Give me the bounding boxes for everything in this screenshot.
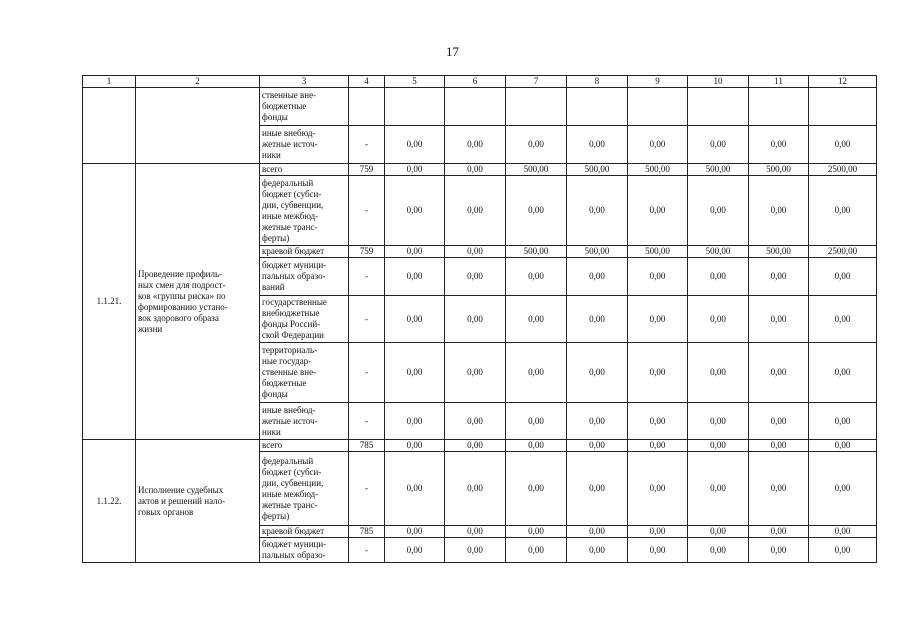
amount-cell: 0,00 [628, 403, 688, 440]
item-code-cell [83, 88, 136, 164]
amount-cell [445, 88, 506, 126]
amount-cell: 0,00 [628, 258, 688, 296]
amount-cell: 500,00 [749, 246, 809, 258]
table-header-row [83, 76, 877, 88]
amount-cell: 0,00 [445, 258, 506, 296]
code-cell [349, 88, 385, 126]
amount-cell: 500,00 [628, 246, 688, 258]
header-cell: 7 [506, 76, 567, 88]
header-cell: 5 [385, 76, 445, 88]
amount-cell: 0,00 [749, 403, 809, 440]
funding-source-cell: федеральный бюджет (субси- дии, субвенции, иные межбюд- жетные транс- ферты) [260, 176, 349, 246]
amount-cell: 0,00 [445, 126, 506, 164]
code-cell: - [349, 403, 385, 440]
amount-cell: 0,00 [809, 526, 877, 538]
amount-cell: 0,00 [628, 452, 688, 526]
funding-source-cell: территориаль- ные государ- ственные вне- бюджетные фонды [260, 343, 349, 403]
page-number: 17 [446, 44, 459, 59]
amount-cell: 0,00 [809, 403, 877, 440]
funding-source-cell: бюджет муници- пальных образо- ваний [260, 258, 349, 296]
item-code-cell: 1.1.21. [83, 164, 136, 440]
amount-cell: 0,00 [567, 538, 628, 563]
amount-cell: 0,00 [628, 343, 688, 403]
amount-cell: 0,00 [567, 452, 628, 526]
amount-cell: 0,00 [749, 296, 809, 343]
amount-cell: 0,00 [385, 296, 445, 343]
amount-cell: 0,00 [506, 126, 567, 164]
amount-cell: 0,00 [749, 176, 809, 246]
header-cell: 6 [445, 76, 506, 88]
amount-cell: 0,00 [445, 176, 506, 246]
header-cell: 4 [349, 76, 385, 88]
funding-source-cell: всего [260, 164, 349, 176]
amount-cell: 0,00 [688, 343, 749, 403]
amount-cell: 0,00 [506, 296, 567, 343]
amount-cell [809, 88, 877, 126]
amount-cell: 0,00 [385, 258, 445, 296]
amount-cell: 0,00 [506, 526, 567, 538]
funding-source-cell: ственные вне- бюджетные фонды [260, 88, 349, 126]
amount-cell: 2500,00 [809, 246, 877, 258]
amount-cell: 0,00 [688, 126, 749, 164]
amount-cell: 0,00 [506, 440, 567, 452]
code-cell: - [349, 538, 385, 563]
amount-cell: 0,00 [506, 258, 567, 296]
amount-cell: 0,00 [385, 538, 445, 563]
amount-cell: 0,00 [385, 126, 445, 164]
amount-cell: 0,00 [506, 452, 567, 526]
amount-cell: 0,00 [506, 538, 567, 563]
amount-cell: 0,00 [445, 296, 506, 343]
amount-cell: 0,00 [749, 452, 809, 526]
amount-cell [385, 88, 445, 126]
code-cell: 785 [349, 526, 385, 538]
amount-cell: 0,00 [445, 403, 506, 440]
budget-table [82, 75, 877, 563]
funding-source-cell: краевой бюджет [260, 526, 349, 538]
amount-cell [506, 88, 567, 126]
table-row [83, 440, 877, 452]
amount-cell: 0,00 [688, 538, 749, 563]
amount-cell: 0,00 [688, 526, 749, 538]
funding-source-cell: всего [260, 440, 349, 452]
code-cell: - [349, 126, 385, 164]
amount-cell: 0,00 [506, 403, 567, 440]
amount-cell: 0,00 [749, 258, 809, 296]
amount-cell: 500,00 [628, 164, 688, 176]
amount-cell: 0,00 [567, 126, 628, 164]
amount-cell: 0,00 [628, 126, 688, 164]
amount-cell: 0,00 [688, 176, 749, 246]
header-cell: 1 [83, 76, 136, 88]
header-cell: 9 [628, 76, 688, 88]
amount-cell: 0,00 [385, 440, 445, 452]
amount-cell: 0,00 [749, 526, 809, 538]
amount-cell: 0,00 [445, 452, 506, 526]
amount-cell: 0,00 [688, 403, 749, 440]
amount-cell: 0,00 [809, 258, 877, 296]
amount-cell: 0,00 [688, 452, 749, 526]
amount-cell: 500,00 [688, 164, 749, 176]
amount-cell: 0,00 [809, 176, 877, 246]
amount-cell: 0,00 [809, 440, 877, 452]
header-cell: 10 [688, 76, 749, 88]
amount-cell: 0,00 [385, 246, 445, 258]
code-cell: - [349, 452, 385, 526]
amount-cell: 0,00 [567, 343, 628, 403]
amount-cell: 0,00 [385, 176, 445, 246]
amount-cell: 0,00 [809, 296, 877, 343]
amount-cell: 0,00 [628, 176, 688, 246]
amount-cell: 0,00 [809, 343, 877, 403]
amount-cell: 0,00 [445, 538, 506, 563]
table-row [83, 88, 877, 126]
item-name-cell: Исполнение судебных актов и решений нало- говых органов [136, 440, 260, 563]
amount-cell: 0,00 [506, 176, 567, 246]
table-row [83, 164, 877, 176]
item-name-cell [136, 88, 260, 164]
amount-cell: 0,00 [445, 246, 506, 258]
amount-cell: 0,00 [749, 343, 809, 403]
code-cell: - [349, 296, 385, 343]
amount-cell: 0,00 [445, 440, 506, 452]
code-cell: 759 [349, 164, 385, 176]
amount-cell: 0,00 [688, 296, 749, 343]
amount-cell: 500,00 [506, 246, 567, 258]
amount-cell [688, 88, 749, 126]
item-code-cell: 1.1.22. [83, 440, 136, 563]
header-cell: 11 [749, 76, 809, 88]
header-cell: 12 [809, 76, 877, 88]
amount-cell: 0,00 [567, 296, 628, 343]
funding-source-cell: краевой бюджет [260, 246, 349, 258]
amount-cell: 0,00 [385, 452, 445, 526]
amount-cell [567, 88, 628, 126]
header-cell: 2 [136, 76, 260, 88]
amount-cell: 0,00 [809, 538, 877, 563]
funding-source-cell: бюджет муници- пальных образо- [260, 538, 349, 563]
amount-cell: 0,00 [628, 296, 688, 343]
amount-cell: 500,00 [506, 164, 567, 176]
amount-cell: 500,00 [688, 246, 749, 258]
amount-cell: 0,00 [385, 164, 445, 176]
amount-cell: 0,00 [445, 343, 506, 403]
amount-cell: 500,00 [567, 164, 628, 176]
code-cell: 759 [349, 246, 385, 258]
amount-cell: 0,00 [385, 343, 445, 403]
amount-cell: 0,00 [567, 403, 628, 440]
amount-cell: 0,00 [809, 452, 877, 526]
funding-source-cell: иные внебюд- жетные источ- ники [260, 126, 349, 164]
item-name-cell: Проведение профиль- ных смен для подрост- ков «группы риска» по формированию устано- вок здорового образа жизни [136, 164, 260, 440]
header-cell: 8 [567, 76, 628, 88]
code-cell: - [349, 258, 385, 296]
amount-cell: 0,00 [749, 538, 809, 563]
amount-cell: 0,00 [385, 403, 445, 440]
code-cell: - [349, 343, 385, 403]
amount-cell: 500,00 [567, 246, 628, 258]
amount-cell: 0,00 [567, 440, 628, 452]
amount-cell: 0,00 [506, 343, 567, 403]
amount-cell: 0,00 [445, 164, 506, 176]
amount-cell: 0,00 [749, 126, 809, 164]
amount-cell: 0,00 [688, 258, 749, 296]
amount-cell: 0,00 [385, 526, 445, 538]
header-cell: 3 [260, 76, 349, 88]
funding-source-cell: иные внебюд- жетные источ- ники [260, 403, 349, 440]
amount-cell: 0,00 [628, 440, 688, 452]
amount-cell: 2500,00 [809, 164, 877, 176]
amount-cell [749, 88, 809, 126]
amount-cell: 0,00 [628, 538, 688, 563]
amount-cell: 500,00 [749, 164, 809, 176]
amount-cell: 0,00 [567, 526, 628, 538]
amount-cell: 0,00 [567, 176, 628, 246]
amount-cell: 0,00 [809, 126, 877, 164]
funding-source-cell: государственные внебюджетные фонды Россий- ской Федерации [260, 296, 349, 343]
amount-cell: 0,00 [749, 440, 809, 452]
code-cell: - [349, 176, 385, 246]
amount-cell: 0,00 [567, 258, 628, 296]
amount-cell: 0,00 [445, 526, 506, 538]
amount-cell [628, 88, 688, 126]
amount-cell: 0,00 [628, 526, 688, 538]
funding-source-cell: федеральный бюджет (субси- дии, субвенции, иные межбюд- жетные транс- ферты) [260, 452, 349, 526]
amount-cell: 0,00 [688, 440, 749, 452]
code-cell: 785 [349, 440, 385, 452]
table-body [83, 76, 877, 563]
